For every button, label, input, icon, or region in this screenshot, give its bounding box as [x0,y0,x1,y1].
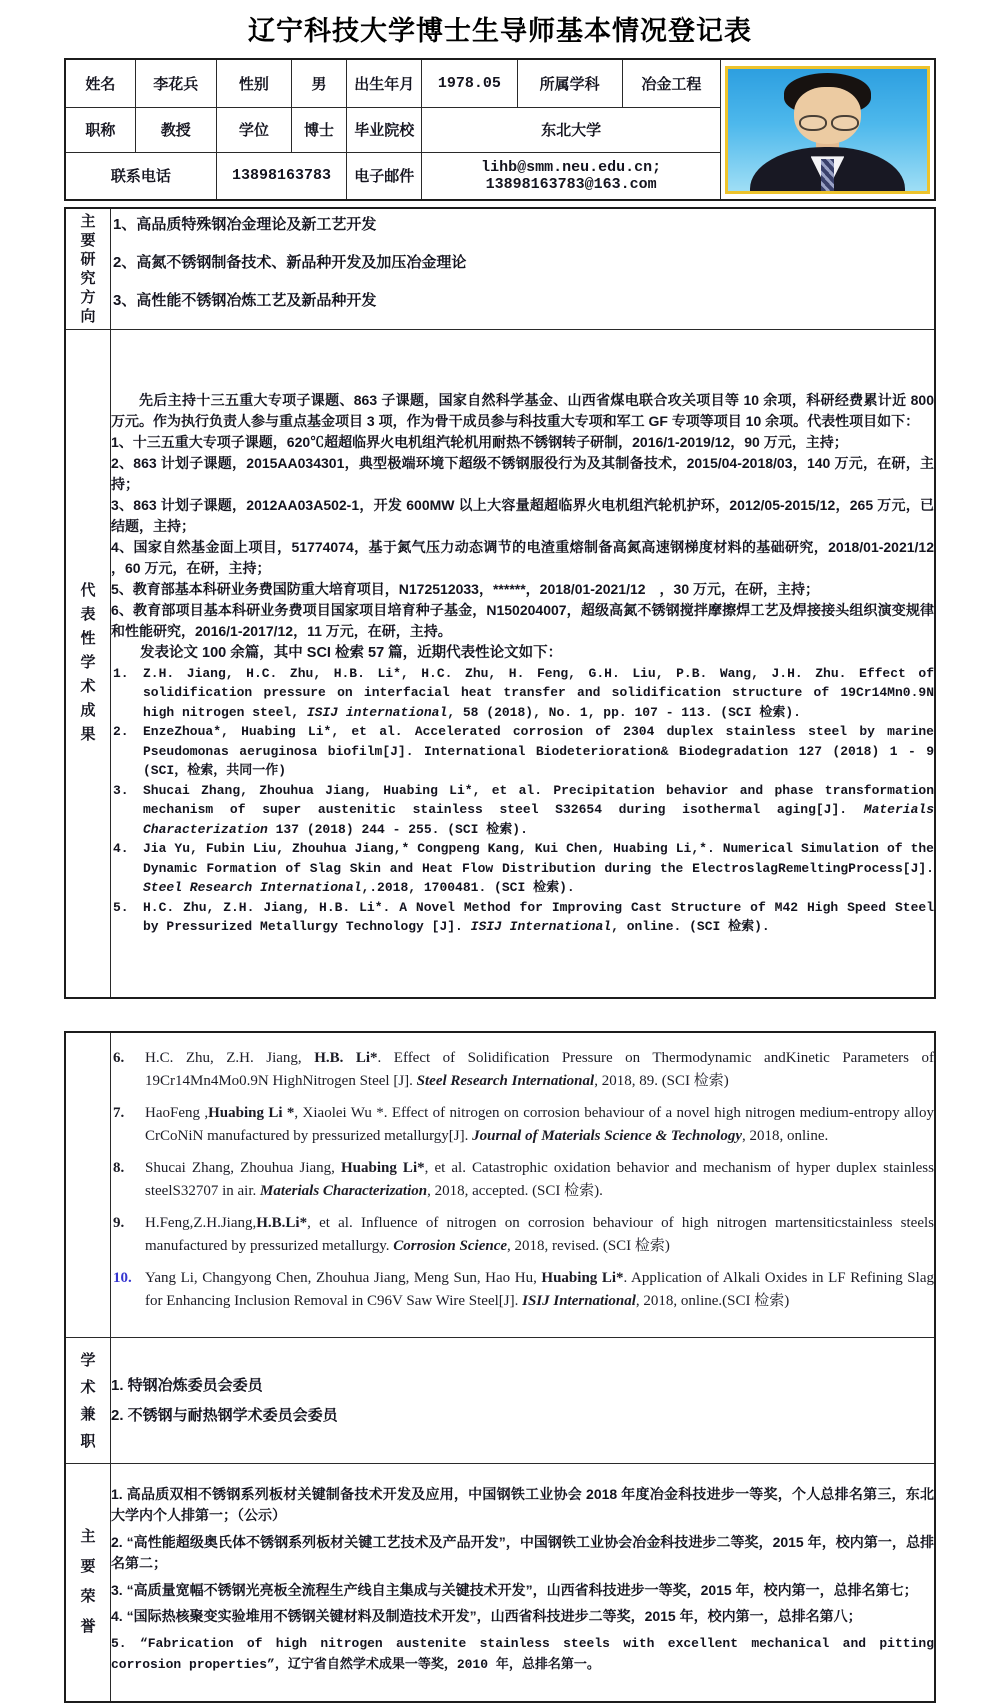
id-photo-cell [720,59,935,200]
paper-text: Shucai Zhang, Zhouhua Jiang, Huabing Li*, et al. Catastrophic oxidation behavior and mechanism of hyper duplex stainless steelS32707 in air. Materials Characterization, 2018, accepted. (SCI 检索). [145,1160,934,1200]
positions-content [111,1338,936,1464]
achievements-intro: 先后主持十三五重大专项子课题、863 子课题，国家自然科学基金、山西省煤电联合攻关项目等 10 余项，科研经费累计近 800 万元。作为执行负责人参与重点基金项目 3 项，作为骨干成员参与科技重大专项和军工 GF 专项等项目 10 余项。代表性项目如下： [111,391,934,429]
position-item: 2. 不锈钢与耐热钢学术委员会委员 [111,1406,338,1424]
prof-title-label: 职称 [65,107,135,152]
project-item: 6、教育部项目基本科研业务费项目国家项目培育种子基金，N150204007，超级高氮不锈钢搅拌摩擦焊工艺及焊接接头组织演变规律和性能研究，2016/1-2017/12，11 万元，在研，主持。 [111,601,934,639]
project-item: 5、教育部基本科研业务费国防重大培育项目，N172512033，******，2018/01-2021/12 ，30 万元，在研，主持； [111,580,819,597]
achievements-continued-label-cell [65,1032,111,1338]
phone-label: 联系电话 [65,152,216,200]
honors-section-label: 主要荣誉 [80,1528,96,1636]
name-label: 姓名 [65,59,135,107]
paper-number: 9. [113,1215,125,1232]
paper-text: Shucai Zhang, Zhouhua Jiang, Huabing Li*, et al. Precipitation behavior and phase transformation mechanism of super austenitic stainless steel S32654 during isothermal aging[J]. Materials Characterization 137 (2018) 244 - 255. (SCI 检索). [143,782,934,837]
paper-number: 6. [113,1050,125,1067]
email-line-2: 13898163783@163.com [485,175,657,193]
research-item: 1、高品质特殊钢冶金理论及新工艺开发 [113,216,377,233]
discipline-value: 冶金工程 [622,59,720,107]
paper-number: 7. [113,1105,125,1122]
discipline-label: 所属学科 [517,59,622,107]
papers-continued-content [111,1032,936,1338]
project-item: 4、国家自然基金面上项目，51774074，基于氮气压力动态调节的电渣重熔制备高氮高速钢梯度材料的基础研究，2018/01-2021/12 ，60 万元，在研，主持； [111,538,934,576]
birth-label: 出生年月 [347,59,422,107]
research-section-label: 主要研究方向 [80,213,96,325]
positions-section-label: 学术兼职 [80,1351,96,1450]
paper-text: Yang Li, Changyong Chen, Zhouhua Jiang, Meng Sun, Hao Hu, Huabing Li*. Application of Alkali Oxides in LF Refining Slag for Enhancing Inclusion Removal in C96V Saw Wire Steel[J]. ISIJ International, 2018, online.(SCI 检索) [145,1270,934,1310]
email-line-1: lihb@smm.neu.edu.cn; [481,158,662,176]
paper-text: H.C. Zhu, Z.H. Jiang, H.B. Li*. Effect of Solidification Pressure on Thermodynamic andKinetic Parameters of 19Cr14Mn4Mo0.9N HighNitrogen Steel [J]. Steel Research International, 2018, 89. (SCI 检索) [145,1050,934,1090]
photo-glasses-right [831,115,859,131]
phone-value: 13898163783 [216,152,346,200]
name-value: 李花兵 [135,59,216,107]
paper-number: 8. [113,1160,125,1177]
achievements-content [111,330,936,998]
page-title: 辽宁科技大学博士生导师基本情况登记表 [248,16,752,46]
paper-text: Z.H. Jiang, H.C. Zhu, H.B. Li*, H.C. Zhu, H. Feng, G.H. Liu, P.B. Wang, J.H. Zhu. Effect of solidification pressure on interfacial heat transfer and solidification structure of 19Cr14Mn0.9N high nitrogen steel, ISIJ international, 58 (2018), No. 1, pp. 107 - 113. (SCI 检索). [143,665,934,720]
honor-item: 3. “高质量宽幅不锈钢光亮板全流程生产线自主集成与关键技术开发”，山西省科技进步一等奖，2015 年，校内第一，总排名第七； [111,1581,918,1598]
paper-item [111,1157,934,1203]
id-photo [725,66,930,194]
honor-item: 4. “国际热核聚变实验堆用不锈钢关键材料及制造技术开发”，山西省科技进步二等奖，2015 年，校内第一，总排名第八； [111,1608,862,1625]
paper-number: 2. [113,724,129,740]
school-label: 毕业院校 [347,107,422,152]
paper-item [111,839,934,898]
honor-item: 5. “Fabrication of high nitrogen austenite stainless steels with excellent mechanical and pitting corrosion properties”，辽宁省自然学术成果一等奖，2010 年，总排名第一。 [111,1635,934,1673]
school-value: 东北大学 [422,107,721,152]
position-item: 1. 特钢冶炼委员会委员 [111,1376,263,1394]
paper-text: Jia Yu, Fubin Liu, Zhouhua Jiang,* Congpeng Kang, Kui Chen, Huabing Li,*. Numerical Simulation of the Dynamic Formation of Slag Skin and Heat Flow Distribution during the ElectroslagRemeltingProcess[J]. Steel Research International,.2018, 1700481. (SCI 检索). [143,841,934,896]
positions-section-label-cell [65,1338,111,1464]
gender-label: 性别 [216,59,291,107]
honors-content [111,1464,936,1702]
paper-number: 5. [113,899,129,915]
paper-item [111,664,934,723]
photo-glasses-left [799,115,827,131]
page2-table [64,1031,936,1703]
paper-item [111,1267,934,1313]
degree-value: 博士 [292,107,347,152]
paper-number: 3. [113,782,129,798]
prof-title-value: 教授 [135,107,216,152]
research-item: 3、高性能不锈钢冶炼工艺及新品种开发 [113,292,377,309]
degree-label: 学位 [216,107,291,152]
paper-text: HaoFeng ,Huabing Li *, Xiaolei Wu *. Effect of nitrogen on corrosion behaviour of a novel high nitrogen medium-entropy alloy CrCoNiN manufactured by pressurized metallurgy[J]. Journal of Materials Science & Technology, 2018, online. [145,1105,934,1145]
paper-number: 4. [113,841,129,857]
paper-number: 10. [113,1270,132,1287]
project-item: 3、863 计划子课题，2012AA03A502-1，开发 600MW 以上大容量超超临界火电机组汽轮机护环，2012/05-2015/12，265 万元，已结题，主持； [111,496,934,534]
paper-item [111,1102,934,1148]
info-table [64,58,936,201]
honor-item: 1. 高品质双相不锈钢系列板材关键制备技术开发及应用，中国钢铁工业协会 2018 年度冶金科技进步一等奖，个人总排名第三，东北大学内个人排第一；（公示） [111,1485,934,1524]
page-break-gap [0,999,1000,1031]
paper-number: 1. [113,665,129,681]
honor-item: 2. “高性能超级奥氏体不锈钢系列板材关键工艺技术及产品开发”，中国钢铁工业协会冶金科技进步二等奖，2015 年，校内第一，总排名第二； [111,1533,934,1572]
honors-section-label-cell [65,1464,111,1702]
paper-text: H.C. Zhu, Z.H. Jiang, H.B. Li*. A Novel Method for Improving Cast Structure of M42 High Speed Steel by Pressurized Metallurgy Technology [J]. ISIJ International, online. (SCI 检索). [143,899,934,935]
paper-item [111,781,934,840]
research-achievements-table [64,207,936,999]
research-section-label-cell [65,208,111,330]
research-content [111,208,936,330]
papers-intro: 发表论文 100 余篇，其中 SCI 检索 57 篇，近期代表性论文如下： [140,644,563,661]
photo-tie-shape [821,159,835,191]
achievements-section-label-cell [65,330,111,998]
gender-value: 男 [292,59,347,107]
birth-value: 1978.05 [422,59,517,107]
paper-item [111,898,934,937]
research-item: 2、高氮不锈钢制备技术、新品种开发及加压冶金理论 [113,254,467,271]
paper-item [111,1212,934,1258]
project-item: 2、863 计划子课题，2015AA034301，典型极端环境下超级不锈钢服役行为及其制备技术，2015/04-2018/03，140 万元，在研，主持； [111,454,934,492]
paper-item [111,722,934,781]
email-value [422,152,721,200]
paper-item [111,1047,934,1093]
paper-text: H.Feng,Z.H.Jiang,H.B.Li*, et al. Influence of nitrogen on corrosion behaviour of high nitrogen martensiticstainless steels manufactured by pressurized metallurgy. Corrosion Science, 2018, revised. (SCI 检索) [145,1215,934,1255]
achievements-section-label: 代表性学术成果 [80,582,96,744]
project-item: 1、十三五重大专项子课题，620℃超超临界火电机组汽轮机用耐热不锈钢转子研制，2016/1-2019/12，90 万元，主持； [111,433,848,450]
email-label: 电子邮件 [347,152,422,200]
paper-text: EnzeZhoua*, Huabing Li*, et al. Accelerated corrosion of 2304 duplex stainless steel by marine Pseudomonas aeruginosa biofilm[J]. International Biodeterioration& Biodegradation 127 (2018) 1 - 9 (SCI，检索，共同一作) [143,724,934,779]
